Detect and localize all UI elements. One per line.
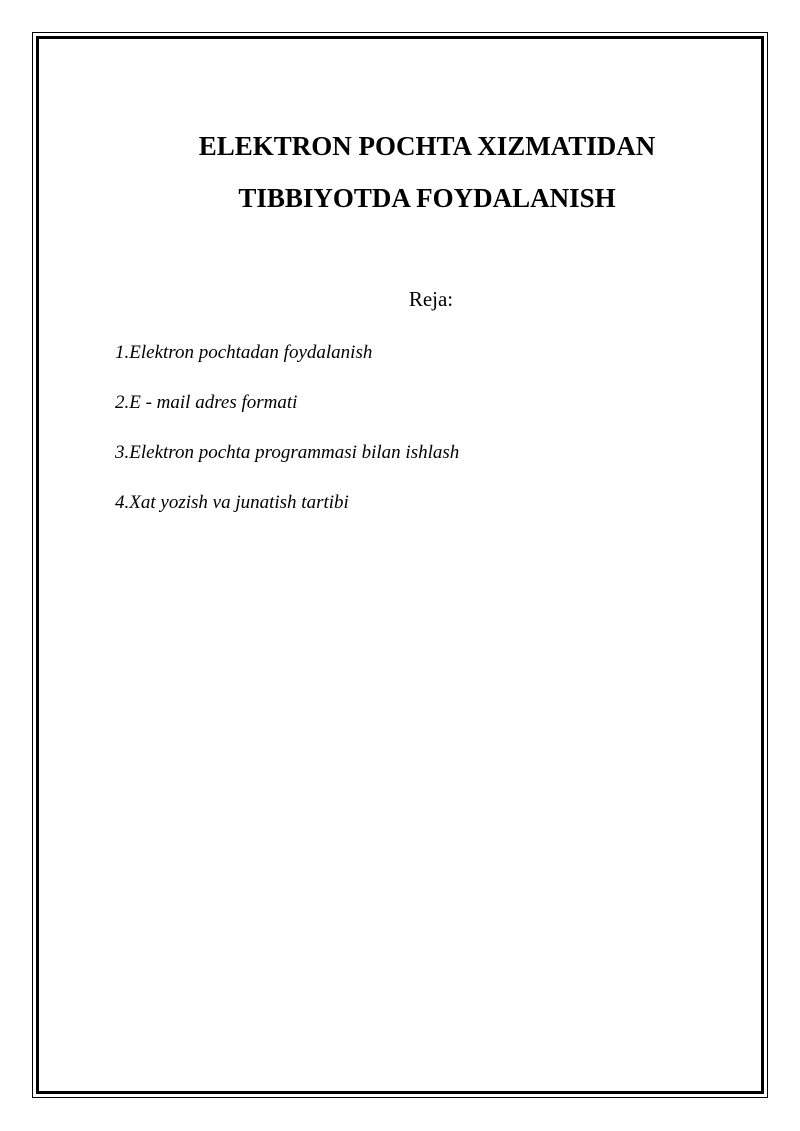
document-title-line-2: TIBBIYOTDA FOYDALANISH xyxy=(238,183,616,213)
plan-item-4: 4.Xat yozish va junatish tartibi xyxy=(115,492,349,513)
plan-item-2: 2.E - mail adres formati xyxy=(115,392,298,413)
document-title-line-1: ELEKTRON POCHTA XIZMATIDAN xyxy=(198,131,656,161)
plan-list xyxy=(115,340,459,540)
plan-heading: Reja: xyxy=(408,287,454,311)
plan-item-1: 1.Elektron pochtadan foydalanish xyxy=(115,342,373,363)
plan-item-3: 3.Elektron pochta programmasi bilan ishlash xyxy=(115,442,460,463)
